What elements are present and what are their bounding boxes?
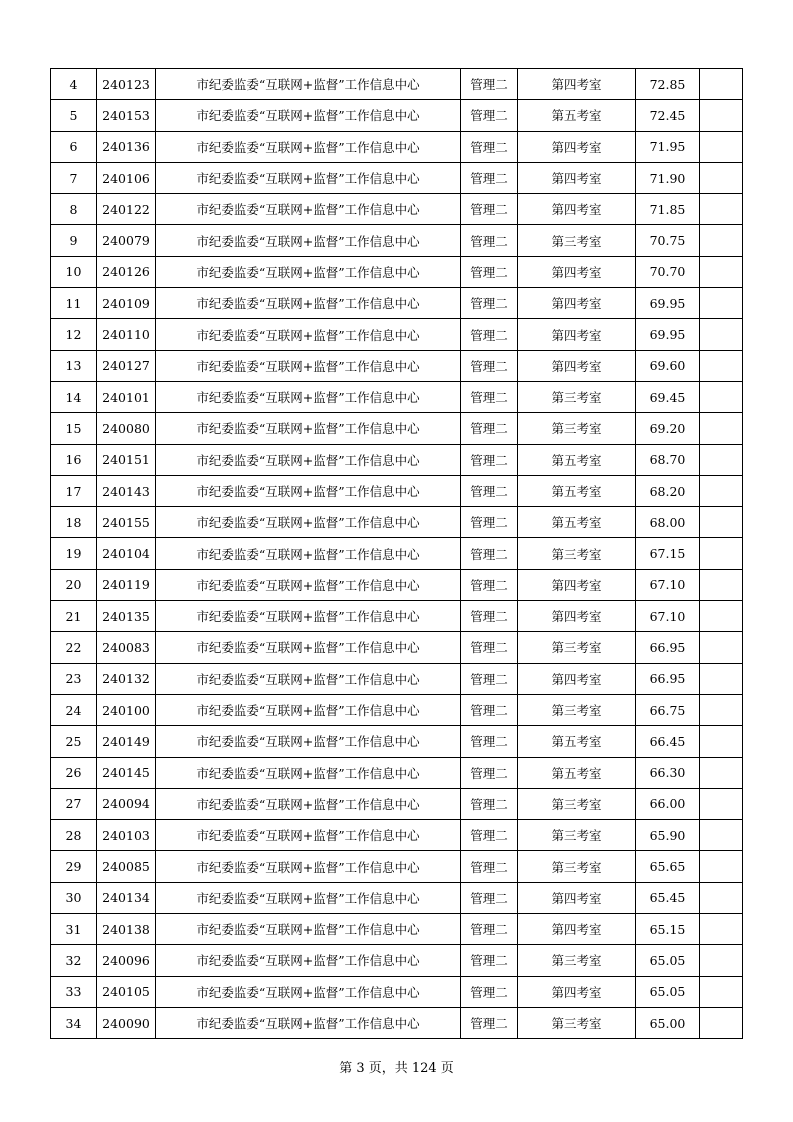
position-cell: 管理二: [461, 194, 518, 225]
exam-id-cell: 240085: [97, 851, 156, 882]
score-cell: 65.65: [636, 851, 700, 882]
score-cell: 66.95: [636, 663, 700, 694]
score-cell: 72.45: [636, 100, 700, 131]
remark-cell: [700, 851, 743, 882]
exam-room-cell: 第四考室: [518, 976, 636, 1007]
position-cell: 管理二: [461, 1007, 518, 1038]
table-row: [51, 882, 743, 913]
exam-id-cell: 240122: [97, 194, 156, 225]
employer-unit-cell: 市纪委监委“互联网+监督”工作信息中心: [156, 350, 461, 381]
row-number-cell: 10: [51, 256, 97, 287]
employer-unit-cell: 市纪委监委“互联网+监督”工作信息中心: [156, 726, 461, 757]
position-cell: 管理二: [461, 538, 518, 569]
position-cell: 管理二: [461, 100, 518, 131]
row-number-cell: 32: [51, 945, 97, 976]
position-cell: 管理二: [461, 882, 518, 913]
exam-room-cell: 第四考室: [518, 131, 636, 162]
table-row: [51, 162, 743, 193]
employer-unit-cell: 市纪委监委“互联网+监督”工作信息中心: [156, 100, 461, 131]
score-cell: 69.45: [636, 381, 700, 412]
exam-room-cell: 第三考室: [518, 1007, 636, 1038]
employer-unit-cell: 市纪委监委“互联网+监督”工作信息中心: [156, 632, 461, 663]
table-row: [51, 319, 743, 350]
remark-cell: [700, 538, 743, 569]
employer-unit-cell: 市纪委监委“互联网+监督”工作信息中心: [156, 820, 461, 851]
exam-room-cell: 第三考室: [518, 413, 636, 444]
score-cell: 69.20: [636, 413, 700, 444]
employer-unit-cell: 市纪委监委“互联网+监督”工作信息中心: [156, 694, 461, 725]
table-row: [51, 601, 743, 632]
table-row: [51, 413, 743, 444]
employer-unit-cell: 市纪委监委“互联网+监督”工作信息中心: [156, 131, 461, 162]
position-cell: 管理二: [461, 663, 518, 694]
exam-room-cell: 第四考室: [518, 288, 636, 319]
employer-unit-cell: 市纪委监委“互联网+监督”工作信息中心: [156, 569, 461, 600]
employer-unit-cell: 市纪委监委“互联网+监督”工作信息中心: [156, 475, 461, 506]
table-row: [51, 757, 743, 788]
position-cell: 管理二: [461, 256, 518, 287]
exam-room-cell: 第三考室: [518, 788, 636, 819]
exam-room-cell: 第三考室: [518, 945, 636, 976]
results-table-body: [51, 69, 743, 1039]
exam-id-cell: 240079: [97, 225, 156, 256]
remark-cell: [700, 319, 743, 350]
remark-cell: [700, 976, 743, 1007]
employer-unit-cell: 市纪委监委“互联网+监督”工作信息中心: [156, 914, 461, 945]
employer-unit-cell: 市纪委监委“互联网+监督”工作信息中心: [156, 194, 461, 225]
remark-cell: [700, 288, 743, 319]
employer-unit-cell: 市纪委监委“互联网+监督”工作信息中心: [156, 663, 461, 694]
position-cell: 管理二: [461, 381, 518, 412]
remark-cell: [700, 757, 743, 788]
score-cell: 67.10: [636, 569, 700, 600]
table-row: [51, 131, 743, 162]
employer-unit-cell: 市纪委监委“互联网+监督”工作信息中心: [156, 319, 461, 350]
exam-room-cell: 第三考室: [518, 381, 636, 412]
table-row: [51, 381, 743, 412]
table-row: [51, 569, 743, 600]
employer-unit-cell: 市纪委监委“互联网+监督”工作信息中心: [156, 507, 461, 538]
score-cell: 66.75: [636, 694, 700, 725]
row-number-cell: 6: [51, 131, 97, 162]
score-cell: 68.00: [636, 507, 700, 538]
position-cell: 管理二: [461, 225, 518, 256]
exam-id-cell: 240135: [97, 601, 156, 632]
exam-id-cell: 240110: [97, 319, 156, 350]
employer-unit-cell: 市纪委监委“互联网+监督”工作信息中心: [156, 601, 461, 632]
score-cell: 71.85: [636, 194, 700, 225]
score-cell: 71.90: [636, 162, 700, 193]
exam-id-cell: 240101: [97, 381, 156, 412]
remark-cell: [700, 882, 743, 913]
score-cell: 65.05: [636, 976, 700, 1007]
exam-room-cell: 第五考室: [518, 444, 636, 475]
score-cell: 70.75: [636, 225, 700, 256]
score-cell: 66.00: [636, 788, 700, 819]
table-row: [51, 820, 743, 851]
score-cell: 65.05: [636, 945, 700, 976]
table-row: [51, 225, 743, 256]
row-number-cell: 30: [51, 882, 97, 913]
remark-cell: [700, 945, 743, 976]
exam-room-cell: 第四考室: [518, 194, 636, 225]
employer-unit-cell: 市纪委监委“互联网+监督”工作信息中心: [156, 757, 461, 788]
exam-id-cell: 240132: [97, 663, 156, 694]
exam-room-cell: 第五考室: [518, 100, 636, 131]
remark-cell: [700, 475, 743, 506]
row-number-cell: 16: [51, 444, 97, 475]
score-cell: 68.20: [636, 475, 700, 506]
employer-unit-cell: 市纪委监委“互联网+监督”工作信息中心: [156, 945, 461, 976]
exam-id-cell: 240136: [97, 131, 156, 162]
exam-id-cell: 240096: [97, 945, 156, 976]
position-cell: 管理二: [461, 350, 518, 381]
position-cell: 管理二: [461, 601, 518, 632]
remark-cell: [700, 131, 743, 162]
score-cell: 71.95: [636, 131, 700, 162]
exam-id-cell: 240126: [97, 256, 156, 287]
exam-id-cell: 240109: [97, 288, 156, 319]
row-number-cell: 29: [51, 851, 97, 882]
row-number-cell: 9: [51, 225, 97, 256]
table-row: [51, 256, 743, 287]
exam-room-cell: 第五考室: [518, 475, 636, 506]
employer-unit-cell: 市纪委监委“互联网+监督”工作信息中心: [156, 538, 461, 569]
row-number-cell: 26: [51, 757, 97, 788]
remark-cell: [700, 444, 743, 475]
remark-cell: [700, 632, 743, 663]
row-number-cell: 18: [51, 507, 97, 538]
exam-id-cell: 240083: [97, 632, 156, 663]
table-row: [51, 851, 743, 882]
exam-id-cell: 240100: [97, 694, 156, 725]
row-number-cell: 14: [51, 381, 97, 412]
employer-unit-cell: 市纪委监委“互联网+监督”工作信息中心: [156, 413, 461, 444]
position-cell: 管理二: [461, 475, 518, 506]
employer-unit-cell: 市纪委监委“互联网+监督”工作信息中心: [156, 162, 461, 193]
score-cell: 67.10: [636, 601, 700, 632]
position-cell: 管理二: [461, 851, 518, 882]
row-number-cell: 31: [51, 914, 97, 945]
exam-room-cell: 第四考室: [518, 319, 636, 350]
table-row: [51, 538, 743, 569]
row-number-cell: 5: [51, 100, 97, 131]
remark-cell: [700, 225, 743, 256]
exam-room-cell: 第四考室: [518, 914, 636, 945]
row-number-cell: 15: [51, 413, 97, 444]
table-row: [51, 288, 743, 319]
exam-id-cell: 240151: [97, 444, 156, 475]
exam-id-cell: 240127: [97, 350, 156, 381]
row-number-cell: 24: [51, 694, 97, 725]
position-cell: 管理二: [461, 976, 518, 1007]
position-cell: 管理二: [461, 319, 518, 350]
row-number-cell: 8: [51, 194, 97, 225]
exam-id-cell: 240094: [97, 788, 156, 819]
row-number-cell: 4: [51, 69, 97, 100]
position-cell: 管理二: [461, 726, 518, 757]
row-number-cell: 25: [51, 726, 97, 757]
employer-unit-cell: 市纪委监委“互联网+监督”工作信息中心: [156, 381, 461, 412]
position-cell: 管理二: [461, 413, 518, 444]
score-cell: 66.30: [636, 757, 700, 788]
exam-id-cell: 240155: [97, 507, 156, 538]
remark-cell: [700, 256, 743, 287]
score-cell: 72.85: [636, 69, 700, 100]
employer-unit-cell: 市纪委监委“互联网+监督”工作信息中心: [156, 288, 461, 319]
exam-room-cell: 第四考室: [518, 69, 636, 100]
exam-room-cell: 第三考室: [518, 851, 636, 882]
remark-cell: [700, 569, 743, 600]
position-cell: 管理二: [461, 694, 518, 725]
employer-unit-cell: 市纪委监委“互联网+监督”工作信息中心: [156, 788, 461, 819]
employer-unit-cell: 市纪委监委“互联网+监督”工作信息中心: [156, 851, 461, 882]
row-number-cell: 11: [51, 288, 97, 319]
score-cell: 65.90: [636, 820, 700, 851]
table-row: [51, 350, 743, 381]
row-number-cell: 33: [51, 976, 97, 1007]
table-row: [51, 632, 743, 663]
remark-cell: [700, 381, 743, 412]
exam-room-cell: 第四考室: [518, 882, 636, 913]
score-cell: 68.70: [636, 444, 700, 475]
position-cell: 管理二: [461, 507, 518, 538]
remark-cell: [700, 507, 743, 538]
table-row: [51, 507, 743, 538]
score-cell: 69.60: [636, 350, 700, 381]
employer-unit-cell: 市纪委监委“互联网+监督”工作信息中心: [156, 882, 461, 913]
exam-room-cell: 第四考室: [518, 569, 636, 600]
exam-room-cell: 第五考室: [518, 726, 636, 757]
score-cell: 65.45: [636, 882, 700, 913]
exam-id-cell: 240119: [97, 569, 156, 600]
table-row: [51, 194, 743, 225]
table-row: [51, 663, 743, 694]
row-number-cell: 27: [51, 788, 97, 819]
exam-id-cell: 240106: [97, 162, 156, 193]
table-row: [51, 69, 743, 100]
exam-id-cell: 240153: [97, 100, 156, 131]
table-row: [51, 444, 743, 475]
position-cell: 管理二: [461, 914, 518, 945]
exam-room-cell: 第三考室: [518, 820, 636, 851]
score-cell: 66.45: [636, 726, 700, 757]
exam-id-cell: 240134: [97, 882, 156, 913]
row-number-cell: 19: [51, 538, 97, 569]
position-cell: 管理二: [461, 131, 518, 162]
exam-id-cell: 240143: [97, 475, 156, 506]
exam-id-cell: 240090: [97, 1007, 156, 1038]
remark-cell: [700, 69, 743, 100]
remark-cell: [700, 694, 743, 725]
employer-unit-cell: 市纪委监委“互联网+监督”工作信息中心: [156, 256, 461, 287]
exam-room-cell: 第四考室: [518, 601, 636, 632]
row-number-cell: 7: [51, 162, 97, 193]
exam-room-cell: 第四考室: [518, 350, 636, 381]
employer-unit-cell: 市纪委监委“互联网+监督”工作信息中心: [156, 976, 461, 1007]
score-cell: 69.95: [636, 288, 700, 319]
remark-cell: [700, 663, 743, 694]
table-row: [51, 694, 743, 725]
position-cell: 管理二: [461, 162, 518, 193]
exam-id-cell: 240138: [97, 914, 156, 945]
results-sheet: [50, 68, 742, 1039]
position-cell: 管理二: [461, 69, 518, 100]
exam-id-cell: 240145: [97, 757, 156, 788]
position-cell: 管理二: [461, 444, 518, 475]
employer-unit-cell: 市纪委监委“互联网+监督”工作信息中心: [156, 69, 461, 100]
row-number-cell: 17: [51, 475, 97, 506]
score-cell: 69.95: [636, 319, 700, 350]
page-number-footer: 第 3 页，共 124 页: [339, 1061, 454, 1076]
exam-room-cell: 第三考室: [518, 225, 636, 256]
position-cell: 管理二: [461, 945, 518, 976]
row-number-cell: 21: [51, 601, 97, 632]
table-row: [51, 914, 743, 945]
employer-unit-cell: 市纪委监委“互联网+监督”工作信息中心: [156, 1007, 461, 1038]
row-number-cell: 22: [51, 632, 97, 663]
exam-room-cell: 第三考室: [518, 694, 636, 725]
row-number-cell: 23: [51, 663, 97, 694]
exam-id-cell: 240080: [97, 413, 156, 444]
row-number-cell: 34: [51, 1007, 97, 1038]
exam-room-cell: 第四考室: [518, 256, 636, 287]
score-cell: 65.00: [636, 1007, 700, 1038]
exam-room-cell: 第三考室: [518, 538, 636, 569]
remark-cell: [700, 413, 743, 444]
employer-unit-cell: 市纪委监委“互联网+监督”工作信息中心: [156, 225, 461, 256]
row-number-cell: 12: [51, 319, 97, 350]
remark-cell: [700, 820, 743, 851]
table-row: [51, 945, 743, 976]
results-table: [50, 68, 743, 1039]
remark-cell: [700, 162, 743, 193]
score-cell: 67.15: [636, 538, 700, 569]
table-row: [51, 475, 743, 506]
employer-unit-cell: 市纪委监委“互联网+监督”工作信息中心: [156, 444, 461, 475]
remark-cell: [700, 601, 743, 632]
row-number-cell: 20: [51, 569, 97, 600]
exam-id-cell: 240104: [97, 538, 156, 569]
score-cell: 66.95: [636, 632, 700, 663]
table-row: [51, 788, 743, 819]
exam-room-cell: 第四考室: [518, 162, 636, 193]
position-cell: 管理二: [461, 788, 518, 819]
remark-cell: [700, 726, 743, 757]
row-number-cell: 13: [51, 350, 97, 381]
exam-id-cell: 240103: [97, 820, 156, 851]
remark-cell: [700, 1007, 743, 1038]
table-row: [51, 976, 743, 1007]
score-cell: 65.15: [636, 914, 700, 945]
position-cell: 管理二: [461, 757, 518, 788]
position-cell: 管理二: [461, 820, 518, 851]
exam-room-cell: 第三考室: [518, 632, 636, 663]
exam-room-cell: 第五考室: [518, 757, 636, 788]
remark-cell: [700, 194, 743, 225]
table-row: [51, 100, 743, 131]
position-cell: 管理二: [461, 569, 518, 600]
remark-cell: [700, 914, 743, 945]
exam-room-cell: 第五考室: [518, 507, 636, 538]
exam-room-cell: 第四考室: [518, 663, 636, 694]
exam-id-cell: 240105: [97, 976, 156, 1007]
row-number-cell: 28: [51, 820, 97, 851]
position-cell: 管理二: [461, 632, 518, 663]
score-cell: 70.70: [636, 256, 700, 287]
table-row: [51, 1007, 743, 1038]
position-cell: 管理二: [461, 288, 518, 319]
remark-cell: [700, 788, 743, 819]
exam-id-cell: 240123: [97, 69, 156, 100]
remark-cell: [700, 350, 743, 381]
table-row: [51, 726, 743, 757]
remark-cell: [700, 100, 743, 131]
exam-id-cell: 240149: [97, 726, 156, 757]
